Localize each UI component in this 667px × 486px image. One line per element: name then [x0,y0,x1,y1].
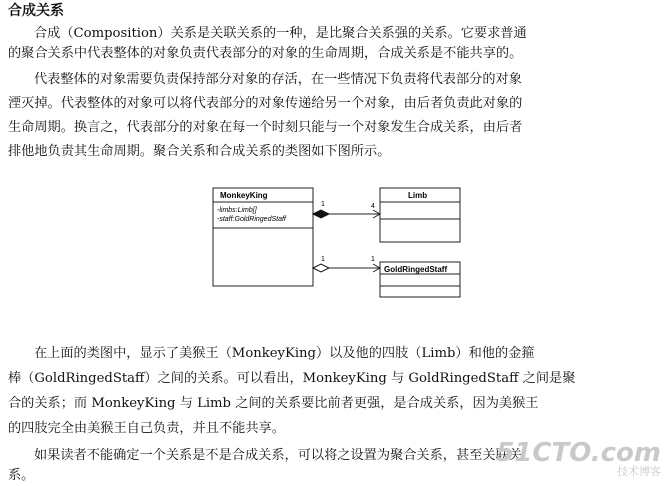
aggregation-whole-multiplicity: 1 [321,256,325,263]
limb-class [380,188,460,242]
uml-class-diagram [210,186,466,298]
aggregation-part-multiplicity: 1 [371,256,375,263]
paragraph-1-line-1: 合成（Composition）关系是关联关系的一种，是比聚合关系强的关系。它要求普通 [34,26,527,41]
paragraph-2-line-4: 排他地负责其生命周期。聚合关系和合成关系的类图如下图所示。 [8,144,391,159]
watermark-subtitle: 技术博客 [617,465,661,478]
aggregation-association [313,256,380,272]
composition-part-multiplicity: 4 [371,203,375,210]
paragraph-3-line-1: 在上面的类图中，显示了美猴王（MonkeyKing）以及他的四肢（Limb）和他的金箍 [34,346,535,361]
watermark-logo: 51CTO.com [496,438,661,468]
paragraph-2-line-3: 生命周期。换言之，代表部分的对象在每一个时刻只能与一个对象发生合成关系，由后者 [8,120,523,135]
site-watermark [496,440,661,478]
monkeyking-attr-staff: -staff:GoldRingedStaff [217,216,286,223]
paragraph-3-line-4: 的四肢完全由美猴王自己负责，并且不能共享。 [8,421,285,436]
monkeyking-class-name: MonkeyKing [220,191,268,200]
composition-whole-multiplicity: 1 [321,201,325,208]
aggregation-diamond-icon [313,264,329,272]
paragraph-4-line-2: 系。 [8,468,35,483]
paragraph-3-line-2: 棒（GoldRingedStaff）之间的关系。可以看出，MonkeyKing 与 GoldRingedStaff 之间是聚 [8,371,576,386]
paragraph-4-line-1: 如果读者不能确定一个关系是不是合成关系，可以将之设置为聚合关系，甚至关联关 [34,448,522,463]
limb-class-name: Limb [408,191,428,200]
section-heading: 合成关系 [8,3,64,19]
monkeyking-class [213,188,313,286]
paragraph-2-line-1: 代表整体的对象需要负责保持部分对象的存活，在一些情况下负责将代表部分的对象 [34,72,522,87]
paragraph-1-line-2: 的聚合关系中代表整体的对象负责代表部分的对象的生命周期，合成关系是不能共享的。 [8,46,523,61]
staff-class [380,262,460,297]
composition-association [313,201,380,218]
staff-class-name: GoldRingedStaff [384,265,448,274]
paragraph-2-line-2: 湮灭掉。代表整体的对象可以将代表部分的对象传递给另一个对象，由后者负责此对象的 [8,96,523,111]
paragraph-3-line-3: 合的关系；而 MonkeyKing 与 Limb 之间的关系要比前者更强，是合成关系，因为美猴王 [8,396,539,411]
monkeyking-attr-limbs: -limbs:Limb[] [217,207,257,214]
composition-diamond-icon [313,210,329,218]
